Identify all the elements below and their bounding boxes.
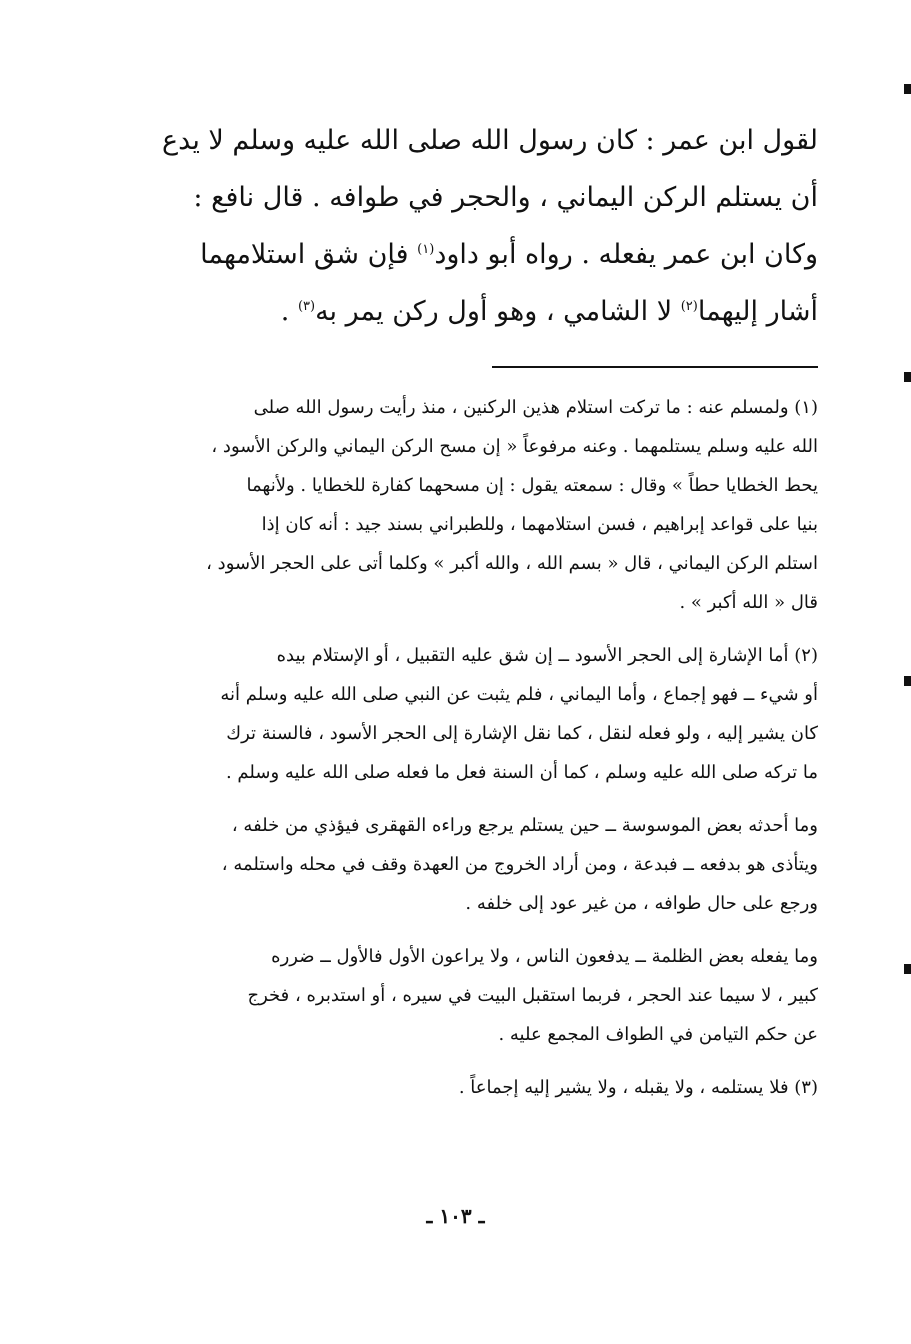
main-text-line: أن يستلم الركن اليماني ، والحجر في طوافه . قال نافع :	[193, 182, 818, 213]
main-text-line	[78, 283, 818, 340]
footnote-line: كبير ، لا سيما عند الحجر ، فربما استقبل البيت في سيره ، أو استدبره ، فخرج	[247, 985, 818, 1006]
main-text	[78, 112, 818, 340]
main-text-segment: فإن شق استلامهما	[200, 239, 409, 270]
edge-mark	[904, 964, 911, 974]
footnote-ref-3: (٣)	[297, 299, 316, 314]
footnote-3	[78, 1068, 818, 1107]
edge-mark	[904, 84, 911, 94]
edge-mark	[904, 676, 911, 686]
footnote-line: وما أحدثه بعض الموسوسة ــ حين يستلم يرجع وراءه القهقرى فيؤذي من خلفه ،	[231, 815, 818, 836]
main-text-segment: وكان ابن عمر يفعله . رواه أبو داود	[434, 239, 818, 270]
footnote-2-paragraph-waswasa	[78, 806, 818, 923]
footnote-line: يحط الخطايا حطاً » وقال : سمعته يقول : إن مسحهما كفارة للخطايا . ولأنهما	[246, 475, 818, 496]
main-text-line	[78, 226, 818, 283]
footnote-line: ما تركه صلى الله عليه وسلم ، كما أن السنة فعل ما فعله صلى الله عليه وسلم .	[225, 762, 818, 783]
page-number: ـ ١٠٣ ـ	[426, 1204, 485, 1228]
footnote-line: عن حكم التيامن في الطواف المجمع عليه .	[498, 1024, 818, 1045]
footnote-2-paragraph-zalama	[78, 937, 818, 1054]
footnote-line: كان يشير إليه ، ولو فعله لنقل ، كما نقل الإشارة إلى الحجر الأسود ، فالسنة ترك	[226, 723, 818, 744]
footnote-line: قال « الله أكبر » .	[679, 592, 818, 613]
footnote-line: ويتأذى هو بدفعه ــ فبدعة ، ومن أراد الخروج من العهدة وقف في محله واستلمه ،	[221, 854, 818, 875]
main-text-segment: .	[280, 296, 290, 327]
footnote-1	[78, 388, 818, 622]
edge-mark	[904, 372, 911, 382]
footnote-divider	[492, 366, 818, 368]
footnote-line: وما يفعله بعض الظلمة ــ يدفعون الناس ، ولا يراعون الأول فالأول ــ ضرره	[271, 946, 818, 967]
footnote-line: استلم الركن اليماني ، قال « بسم الله ، والله أكبر » وكلما أتى على الحجر الأسود ،	[206, 553, 818, 574]
footnotes	[78, 388, 818, 1121]
footnote-ref-1: (١)	[417, 242, 435, 257]
main-text-line: لقول ابن عمر : كان رسول الله صلى الله عليه وسلم لا يدع	[162, 125, 818, 156]
footnote-line: بنيا على قواعد إبراهيم ، فسن استلامهما ، وللطبراني بسند جيد : أنه كان إذا	[261, 514, 818, 535]
footnote-line: الله عليه وسلم يستلمهما . وعنه مرفوعاً « إن مسح الركن اليماني والركن الأسود ،	[211, 436, 818, 457]
main-text-segment: أشار إليهما	[697, 296, 818, 327]
footnote-ref-2: (٢)	[680, 299, 698, 314]
footnote-line: أو شيء ــ فهو إجماع ، وأما اليماني ، فلم يثبت عن النبي صلى الله عليه وسلم أنه	[220, 684, 818, 705]
footnote-2	[78, 636, 818, 792]
footnote-line: (٢) أما الإشارة إلى الحجر الأسود ــ إن شق عليه التقبيل ، أو الإستلام بيده	[276, 645, 818, 666]
footnote-line: (١) ولمسلم عنه : ما تركت استلام هذين الركنين ، منذ رأيت رسول الله صلى	[253, 397, 818, 418]
footnote-line: ورجع على حال طوافه ، من غير عود إلى خلفه .	[465, 893, 818, 914]
footnote-line: (٣) فلا يستلمه ، ولا يقبله ، ولا يشير إليه إجماعاً .	[458, 1077, 818, 1098]
main-text-segment: لا الشامي ، وهو أول ركن يمر به	[315, 296, 673, 327]
